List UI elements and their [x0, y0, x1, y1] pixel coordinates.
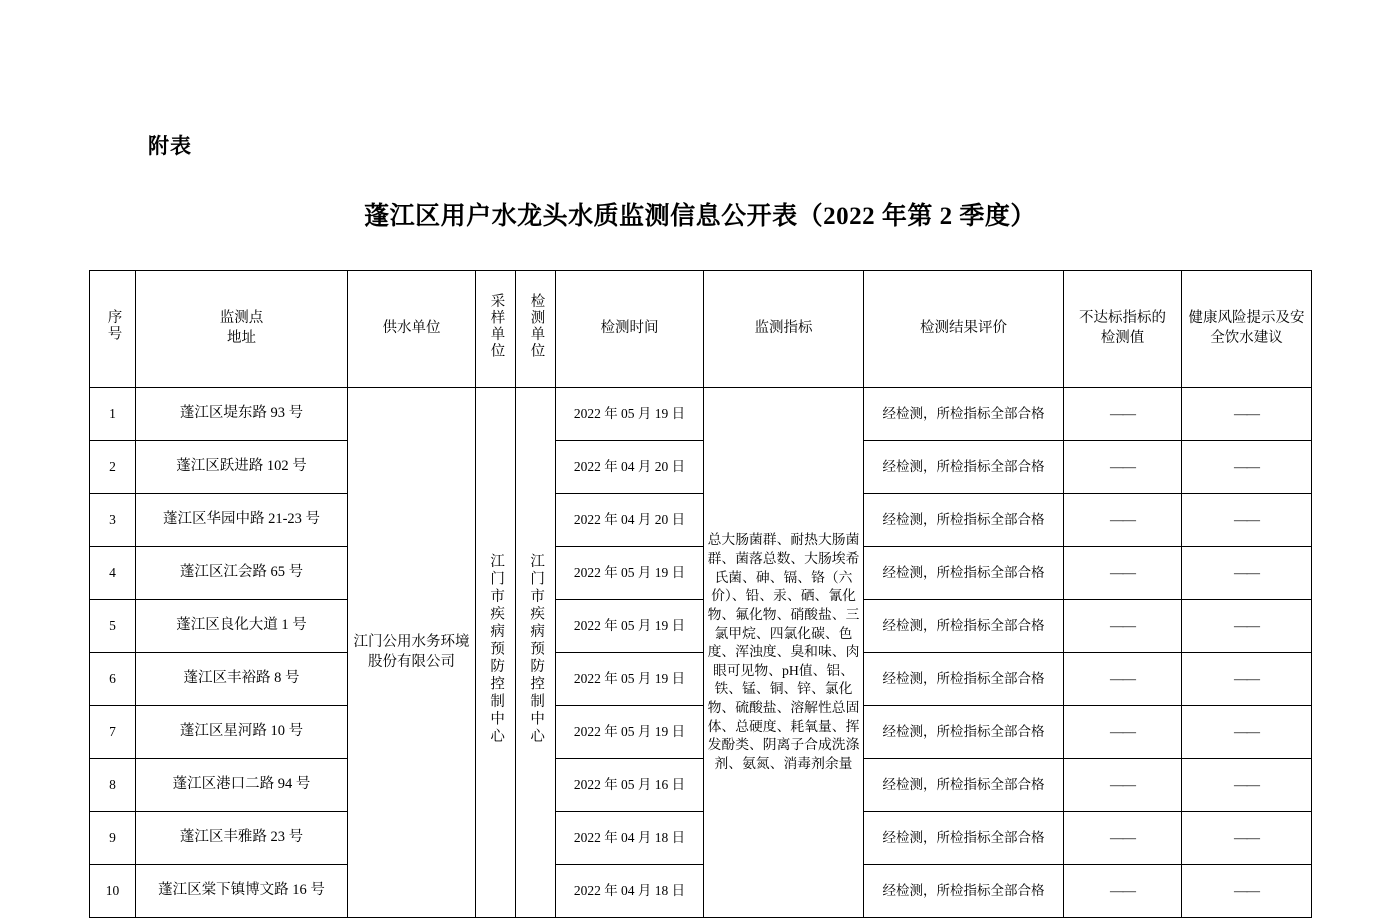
cell-exceed-value: —— [1064, 865, 1182, 918]
header-monitor-point-line2: 地址 [227, 330, 256, 346]
header-exceed-value [1064, 271, 1182, 388]
cell-indicators-merged: 总大肠菌群、耐热大肠菌群、菌落总数、大肠埃希氏菌、砷、镉、铬（六价）、铅、汞、硒、氰化物、氟化物、硝酸盐、三氯甲烷、四氯化碳、色度、浑浊度、臭和味、肉眼可见物、pH值、铝、铁、锰、铜、锌、氯化物、硫酸盐、溶解性总固体、总硬度、耗氧量、挥发酚类、阴离子合成洗涤剂、氨氮、消毒剂余量 [704, 388, 864, 918]
table-body [90, 388, 1312, 918]
cell-test-time: 2022 年 05 月 19 日 [556, 653, 704, 706]
cell-seq: 4 [90, 547, 136, 600]
cell-exceed-value: —— [1064, 653, 1182, 706]
header-testing-unit-text: 检测单位 [528, 292, 545, 359]
table-row [90, 494, 1312, 547]
cell-test-time: 2022 年 05 月 19 日 [556, 547, 704, 600]
cell-exceed-value: —— [1064, 812, 1182, 865]
cell-seq: 5 [90, 600, 136, 653]
header-supplier: 供水单位 [348, 271, 476, 388]
cell-health-advice: —— [1182, 441, 1312, 494]
table-row [90, 388, 1312, 441]
header-exceed-line2: 检测值 [1100, 330, 1145, 346]
cell-address: 蓬江区星河路 10 号 [136, 706, 348, 759]
cell-health-advice: —— [1182, 547, 1312, 600]
table-row [90, 812, 1312, 865]
cell-address: 蓬江区丰裕路 8 号 [136, 653, 348, 706]
cell-result: 经检测，所检指标全部合格 [864, 547, 1064, 600]
page-title: 蓬江区用户水龙头水质监测信息公开表（2022 年第 2 季度） [364, 203, 1036, 230]
cell-exceed-value: —— [1064, 600, 1182, 653]
header-test-time: 检测时间 [556, 271, 704, 388]
cell-address: 蓬江区华园中路 21-23 号 [136, 494, 348, 547]
cell-sampling-unit-text: 江门市疾病预防控制中心 [488, 552, 505, 746]
cell-testing-unit-text: 江门市疾病预防控制中心 [528, 552, 545, 746]
cell-seq: 6 [90, 653, 136, 706]
header-health-line1: 健康风险提示及安 [1188, 310, 1305, 327]
cell-address: 蓬江区棠下镇博文路 16 号 [136, 865, 348, 918]
cell-exceed-value: —— [1064, 706, 1182, 759]
cell-seq: 10 [90, 865, 136, 918]
cell-exceed-value: —— [1064, 759, 1182, 812]
cell-seq: 1 [90, 388, 136, 441]
cell-exceed-value: —— [1064, 547, 1182, 600]
cell-health-advice: —— [1182, 706, 1312, 759]
cell-test-time: 2022 年 04 月 20 日 [556, 441, 704, 494]
cell-test-time: 2022 年 05 月 19 日 [556, 600, 704, 653]
cell-exceed-value: —— [1064, 388, 1182, 441]
cell-exceed-value: —— [1064, 494, 1182, 547]
table-row [90, 653, 1312, 706]
cell-test-time: 2022 年 05 月 16 日 [556, 759, 704, 812]
cell-address: 蓬江区堤东路 93 号 [136, 388, 348, 441]
cell-health-advice: —— [1182, 494, 1312, 547]
cell-result: 经检测，所检指标全部合格 [864, 759, 1064, 812]
cell-supplier-merged: 江门公用水务环境股份有限公司 [348, 388, 476, 918]
cell-result: 经检测，所检指标全部合格 [864, 653, 1064, 706]
table-header [90, 271, 1312, 388]
cell-address: 蓬江区江会路 65 号 [136, 547, 348, 600]
header-health-advice [1182, 271, 1312, 388]
cell-health-advice: —— [1182, 600, 1312, 653]
table-row [90, 441, 1312, 494]
cell-test-time: 2022 年 05 月 19 日 [556, 706, 704, 759]
cell-result: 经检测，所检指标全部合格 [864, 706, 1064, 759]
header-seq [90, 271, 136, 388]
cell-health-advice: —— [1182, 812, 1312, 865]
cell-result: 经检测，所检指标全部合格 [864, 441, 1064, 494]
cell-result: 经检测，所检指标全部合格 [864, 812, 1064, 865]
cell-testing-unit-merged [516, 388, 556, 918]
cell-health-advice: —— [1182, 388, 1312, 441]
cell-result: 经检测，所检指标全部合格 [864, 494, 1064, 547]
header-sampling-unit-text: 采样单位 [488, 292, 505, 359]
table-row [90, 865, 1312, 918]
cell-address: 蓬江区跃进路 102 号 [136, 441, 348, 494]
cell-seq: 3 [90, 494, 136, 547]
cell-address: 蓬江区港口二路 94 号 [136, 759, 348, 812]
header-testing-unit [516, 271, 556, 388]
header-health-line2: 全饮水建议 [1210, 330, 1283, 346]
header-seq-text: 序号 [105, 309, 122, 343]
cell-seq: 8 [90, 759, 136, 812]
cell-seq: 2 [90, 441, 136, 494]
table-row [90, 759, 1312, 812]
table-row [90, 600, 1312, 653]
attachment-label: 附表 [148, 135, 192, 158]
cell-test-time: 2022 年 05 月 19 日 [556, 388, 704, 441]
table-row [90, 706, 1312, 759]
header-monitor-point [136, 271, 348, 388]
cell-health-advice: —— [1182, 653, 1312, 706]
cell-result: 经检测，所检指标全部合格 [864, 388, 1064, 441]
cell-address: 蓬江区良化大道 1 号 [136, 600, 348, 653]
cell-test-time: 2022 年 04 月 18 日 [556, 812, 704, 865]
cell-sampling-unit-merged [476, 388, 516, 918]
cell-test-time: 2022 年 04 月 18 日 [556, 865, 704, 918]
header-monitor-point-line1: 监测点 [219, 310, 264, 327]
header-sampling-unit [476, 271, 516, 388]
table-header-row [90, 271, 1312, 388]
cell-seq: 7 [90, 706, 136, 759]
cell-test-time: 2022 年 04 月 20 日 [556, 494, 704, 547]
cell-result: 经检测，所检指标全部合格 [864, 865, 1064, 918]
header-indicators: 监测指标 [704, 271, 864, 388]
cell-address: 蓬江区丰雅路 23 号 [136, 812, 348, 865]
header-result-evaluation: 检测结果评价 [864, 271, 1064, 388]
cell-health-advice: —— [1182, 865, 1312, 918]
header-exceed-line1: 不达标指标的 [1079, 310, 1166, 327]
cell-seq: 9 [90, 812, 136, 865]
table-row [90, 547, 1312, 600]
water-quality-table [89, 270, 1312, 918]
cell-health-advice: —— [1182, 759, 1312, 812]
cell-exceed-value: —— [1064, 441, 1182, 494]
cell-result: 经检测，所检指标全部合格 [864, 600, 1064, 653]
